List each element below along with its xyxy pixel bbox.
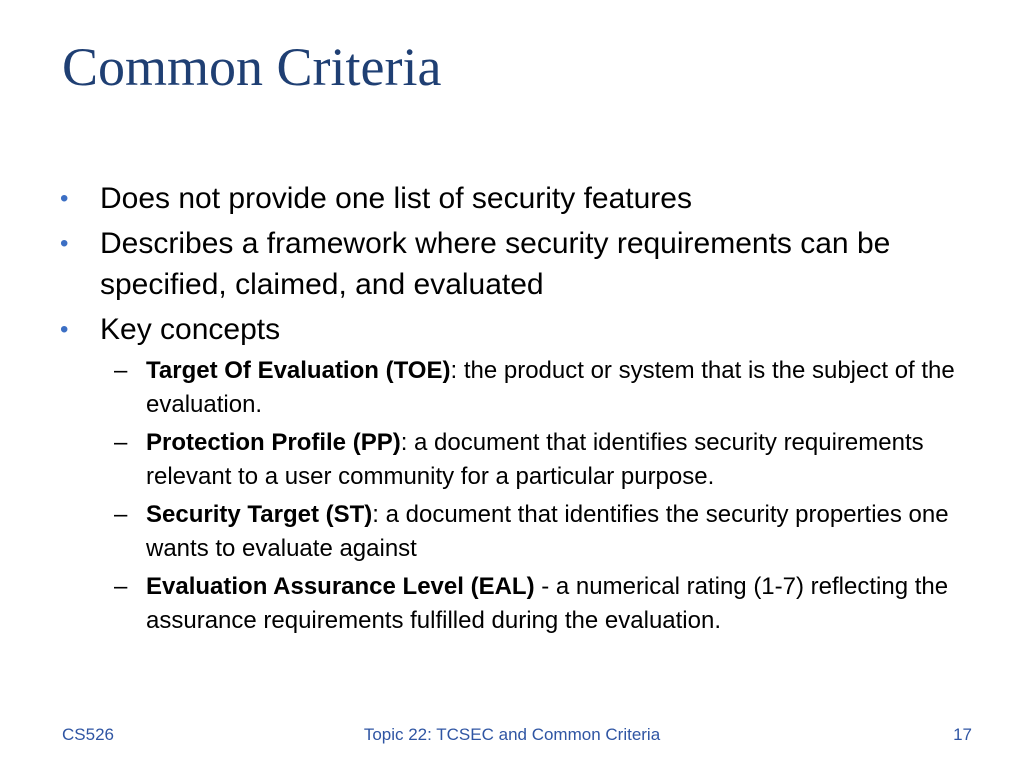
sub-bullet-text: : a document that identifies the security properties one wants to evaluate against [146,501,949,562]
footer-page-number: 17 [953,725,972,744]
slide-title: Common Criteria [62,37,442,97]
bullet-marker: • [60,230,69,257]
bullet-marker: • [60,185,69,212]
sub-bullet-text: - a numerical rating (1-7) reflecting the assurance requirements fulfilled during the evaluation. [146,573,949,634]
sub-bullet-text: : a document that identifies security requirements relevant to a user community for a particular purpose. [146,429,924,490]
sub-bullet-term: Target Of Evaluation (TOE) [146,357,451,384]
sub-bullet-item [114,498,1006,566]
sub-bullet-marker: – [114,573,128,600]
sub-bullet-marker: – [114,357,128,384]
footer-course: CS526 [62,725,114,744]
sub-bullet-term: Protection Profile (PP) [146,429,401,456]
bullet-text: Does not provide one list of security features [100,182,692,215]
sub-bullet-term: Security Target (ST) [146,501,373,528]
sub-bullet-item [114,570,1006,638]
sub-bullet-text: : the product or system that is the subject of the evaluation. [146,357,955,418]
bullet-item [60,178,1010,219]
footer-topic: Topic 22: TCSEC and Common Criteria [363,725,661,744]
bullet-text: Key concepts [100,313,281,346]
sub-bullet-term: Evaluation Assurance Level (EAL) [146,573,535,600]
bullet-text: Describes a framework where security requirements can be specified, claimed, and evaluated [100,227,891,301]
bullet-item [60,223,1010,305]
sub-bullet-marker: – [114,429,128,456]
sub-bullet-item [114,354,1006,422]
sub-bullet-marker: – [114,501,128,528]
sub-bullet-item [114,426,1006,494]
slide-body [0,178,1024,642]
bullet-item [60,309,1010,350]
bullet-marker: • [60,316,69,343]
